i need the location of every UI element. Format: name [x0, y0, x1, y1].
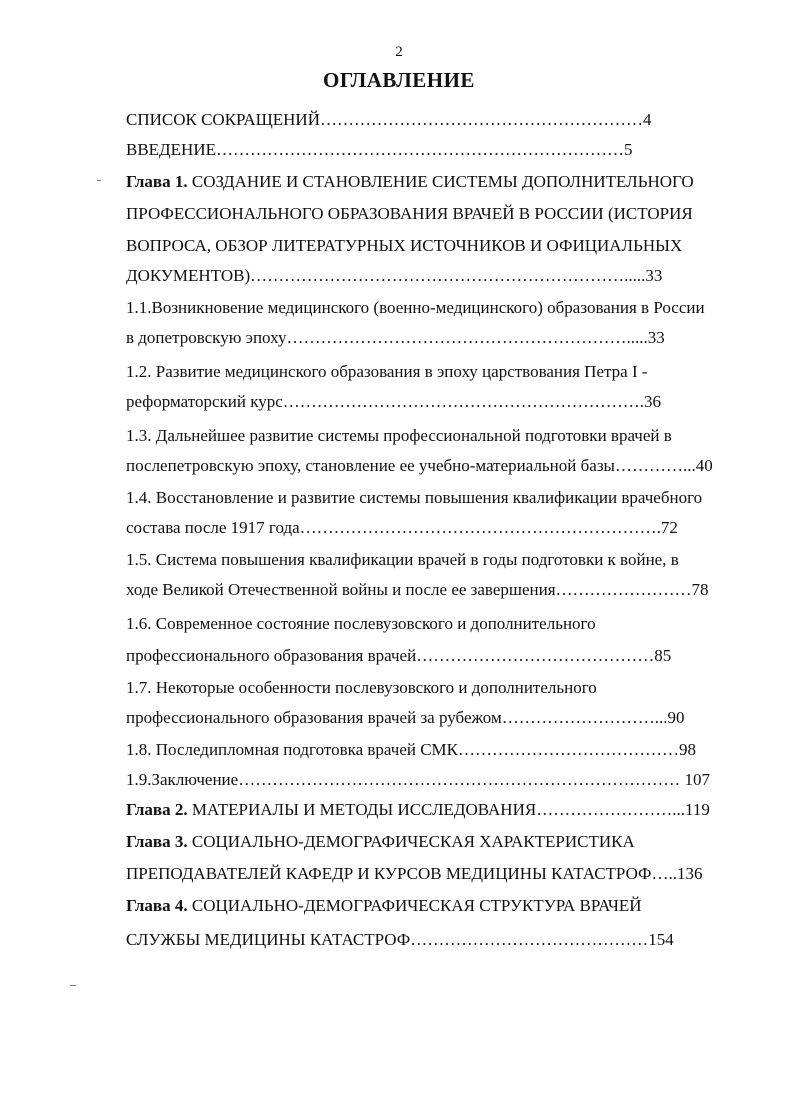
chapter-2-label: Глава 2.	[126, 800, 188, 819]
scan-speck	[70, 985, 76, 986]
chapter-1-label: Глава 1.	[126, 172, 188, 191]
toc-chapter-4-line-1	[126, 894, 768, 918]
toc-chapter-3-line-2: ПРЕПОДАВАТЕЛЕЙ КАФЕДР И КУРСОВ МЕДИЦИНЫ КАТАСТРОФ…..136	[126, 864, 703, 883]
toc-introduction: ВВЕДЕНИЕ………………………………………………………………5	[126, 140, 633, 159]
toc-section-1-5-line-1: 1.5. Система повышения квалификации врачей в годы подготовки к войне, в	[126, 550, 679, 569]
chapter-3-label: Глава 3.	[126, 832, 188, 851]
toc-section-1-3-line-2: послепетровскую эпоху, становление ее учебно-материальной базы…………...40	[126, 456, 713, 475]
chapter-4-label: Глава 4.	[126, 896, 188, 915]
chapter-2-title: МАТЕРИАЛЫ И МЕТОДЫ ИССЛЕДОВАНИЯ……………………...119	[191, 800, 710, 819]
toc-chapter-3-line-1	[126, 830, 768, 854]
toc-chapter-2	[126, 798, 768, 822]
toc-section-1-6-line-1: 1.6. Современное состояние послевузовского и дополнительного	[126, 614, 596, 633]
toc-section-1-7-line-2: профессионального образования врачей за рубежом………………………...90	[126, 708, 685, 727]
scan-speck	[97, 180, 101, 181]
toc-section-1-2-line-1: 1.2. Развитие медицинского образования в эпоху царствования Петра I -	[126, 362, 648, 381]
toc-section-1-3-line-1: 1.3. Дальнейшее развитие системы профессиональной подготовки врачей в	[126, 426, 672, 445]
toc-section-1-2-line-2: реформаторский курс……………………………………………………….36	[126, 392, 662, 411]
toc-section-1-7-line-1: 1.7. Некоторые особенности послевузовского и дополнительного	[126, 678, 597, 697]
toc-chapter-1-line-2: ПРОФЕССИОНАЛЬНОГО ОБРАЗОВАНИЯ ВРАЧЕЙ В РОССИИ (ИСТОРИЯ	[126, 204, 693, 223]
toc-section-1-8: 1.8. Последипломная подготовка врачей СМК…………………………………98	[126, 740, 697, 759]
chapter-1-title-part: СОЗДАНИЕ И СТАНОВЛЕНИЕ СИСТЕМЫ ДОПОЛНИТЕЛЬНОГО	[191, 172, 694, 191]
toc-chapter-1-line-4: ДОКУМЕНТОВ)………………………………………………………….....33	[126, 266, 663, 285]
toc-section-1-1-line-2: в допетровскую эпоху…………………………………………………….....33	[126, 328, 665, 347]
page-title: ОГЛАВЛЕНИЕ	[323, 68, 475, 92]
toc-chapter-1-line-1	[126, 170, 768, 194]
chapter-3-title-part: СОЦИАЛЬНО-ДЕМОГРАФИЧЕСКАЯ ХАРАКТЕРИСТИКА	[191, 832, 635, 851]
toc-abbreviations: СПИСОК СОКРАЩЕНИЙ…………………………………………………4	[126, 110, 652, 129]
page-number: 2	[395, 44, 403, 60]
toc-chapter-4-line-2: СЛУЖБЫ МЕДИЦИНЫ КАТАСТРОФ……………………………………154	[126, 930, 674, 949]
toc-chapter-1-line-3: ВОПРОСА, ОБЗОР ЛИТЕРАТУРНЫХ ИСТОЧНИКОВ И ОФИЦИАЛЬНЫХ	[126, 236, 683, 255]
toc-section-1-4-line-2: состава после 1917 года……………………………………………………….72	[126, 518, 678, 537]
toc-section-1-9: 1.9.Заключение…………………………………………………………………… 107	[126, 770, 710, 789]
toc-section-1-5-line-2: ходе Великой Отечественной войны и после ее завершения……………………78	[126, 580, 709, 599]
chapter-4-title-part: СОЦИАЛЬНО-ДЕМОГРАФИЧЕСКАЯ СТРУКТУРА ВРАЧЕЙ	[191, 896, 642, 915]
toc-section-1-4-line-1: 1.4. Восстановление и развитие системы повышения квалификации врачебного	[126, 488, 703, 507]
toc-section-1-1-line-1: 1.1.Возникновение медицинского (военно-медицинского) образования в России	[126, 298, 705, 317]
toc-section-1-6-line-2: профессионального образования врачей……………………………………85	[126, 646, 672, 665]
